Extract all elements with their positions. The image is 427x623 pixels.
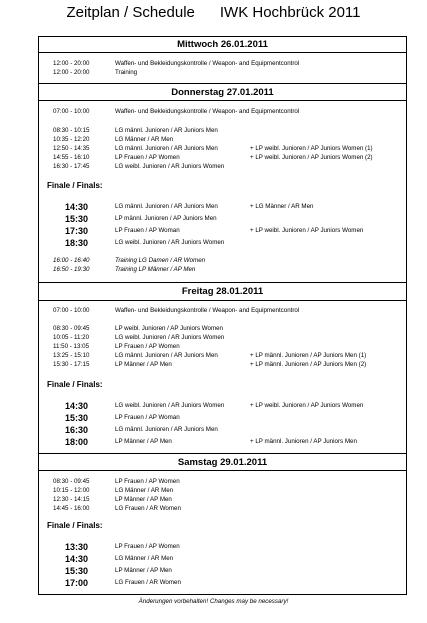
final-row: 17:30 LP Frauen / AP Woman + LP weibl. Junioren / AP Juniors Women	[65, 226, 364, 236]
schedule-row: 12:30 - 14:15 LP Männer / AP Men	[53, 496, 172, 503]
divider	[39, 300, 406, 301]
schedule-row: 10:35 - 12:20 LG Männer / AR Men	[53, 136, 174, 143]
finals-heading: Finale / Finals:	[47, 521, 103, 530]
day-title-donnerstag: Donnerstag 27.01.2011	[171, 87, 274, 98]
divider	[39, 470, 406, 471]
footer-note: Änderungen vorbehalten! Changes may be necessary!	[138, 598, 289, 605]
divider	[39, 83, 406, 84]
final-row: 13:30 LP Frauen / AP Women	[65, 542, 180, 552]
schedule-row: 08:30 - 09:45 LP Frauen / AP Women	[53, 478, 180, 485]
schedule-row: 12:00 - 20:00 Training	[53, 69, 138, 76]
final-row: 18:00 LP Männer / AP Men + LP männl. Junioren / AP Juniors Men	[65, 437, 357, 447]
finals-heading: Finale / Finals:	[47, 380, 103, 389]
final-row: 17:00 LG Frauen / AR Women	[65, 578, 181, 588]
schedule-row: 14:45 - 16:00 LG Frauen / AR Women	[53, 505, 181, 512]
schedule-row: 11:50 - 13:05 LP Frauen / AP Women	[53, 343, 180, 350]
final-row: 15:30 LP Frauen / AP Woman	[65, 413, 180, 423]
schedule-row: 13:25 - 15:10 LG männl. Junioren / AR Juniors Men + LP männl. Junioren / AP Juniors Men (1)	[53, 352, 367, 359]
final-row: 15:30 LP Männer / AP Men	[65, 566, 172, 576]
final-row: 14:30 LG Männer / AR Men	[65, 554, 174, 564]
schedule-row: 14:55 - 16:10 LP Frauen / AP Women + LP weibl. Junioren / AP Juniors Women (2)	[53, 154, 373, 161]
divider	[39, 100, 406, 101]
schedule-row: 10:05 - 11:20 LG weibl. Junioren / AR Juniors Women	[53, 334, 225, 341]
divider	[39, 282, 406, 283]
divider	[39, 453, 406, 454]
day-title-mittwoch: Mittwoch 26.01.2011	[177, 39, 268, 50]
schedule-row: 12:50 - 14:35 LG männl. Junioren / AR Juniors Men + LP weibl. Junioren / AP Juniors Women (1)	[53, 145, 373, 152]
final-row: 14:30 LG männl. Junioren / AR Juniors Men + LG Männer / AR Men	[65, 202, 314, 212]
page-title: Zeitplan / Schedule IWK Hochbrück 2011	[66, 4, 361, 21]
schedule-row: 12:00 - 20:00 Waffen- und Bekleidungskontrolle / Weapon- and Equipmentcontrol	[53, 60, 300, 67]
final-row: 16:30 LG männl. Junioren / AR Juniors Men	[65, 425, 218, 435]
day-title-freitag: Freitag 28.01.2011	[181, 286, 264, 297]
schedule-row: 10:15 - 12:00 LG Männer / AR Men	[53, 487, 174, 494]
finals-heading: Finale / Finals:	[47, 181, 103, 190]
final-row: 14:30 LG weibl. Junioren / AR Juniors Women + LP weibl. Junioren / AP Juniors Women	[65, 401, 364, 411]
final-row: 15:30 LP männl. Junioren / AP Juniors Men	[65, 214, 217, 224]
divider	[39, 52, 406, 53]
schedule-row: 07:00 - 10:00 Waffen- und Bekleidungskontrolle / Weapon- and Equipmentcontrol	[53, 307, 300, 314]
schedule-row: 16:30 - 17:45 LG weibl. Junioren / AR Juniors Women	[53, 163, 225, 170]
training-row: 16:00 - 16:40 Training LG Damen / AR Women	[53, 257, 206, 264]
day-title-samstag: Samstag 29.01.2011	[177, 457, 268, 468]
schedule-row: 07:00 - 10:00 Waffen- und Bekleidungskontrolle / Weapon- and Equipmentcontrol	[53, 108, 300, 115]
schedule-row: 08:30 - 10:15 LG männl. Junioren / AR Juniors Men	[53, 127, 218, 134]
training-row: 16:50 - 19:30 Training LP Männer / AP Men	[53, 266, 196, 273]
schedule-table	[38, 36, 407, 595]
final-row: 18:30 LG weibl. Junioren / AR Juniors Women	[65, 238, 225, 248]
schedule-row: 15:30 - 17:15 LP Männer / AP Men + LP männl. Junioren / AP Juniors Men (2)	[53, 361, 367, 368]
schedule-row: 08:30 - 09:45 LP weibl. Junioren / AP Juniors Women	[53, 325, 223, 332]
